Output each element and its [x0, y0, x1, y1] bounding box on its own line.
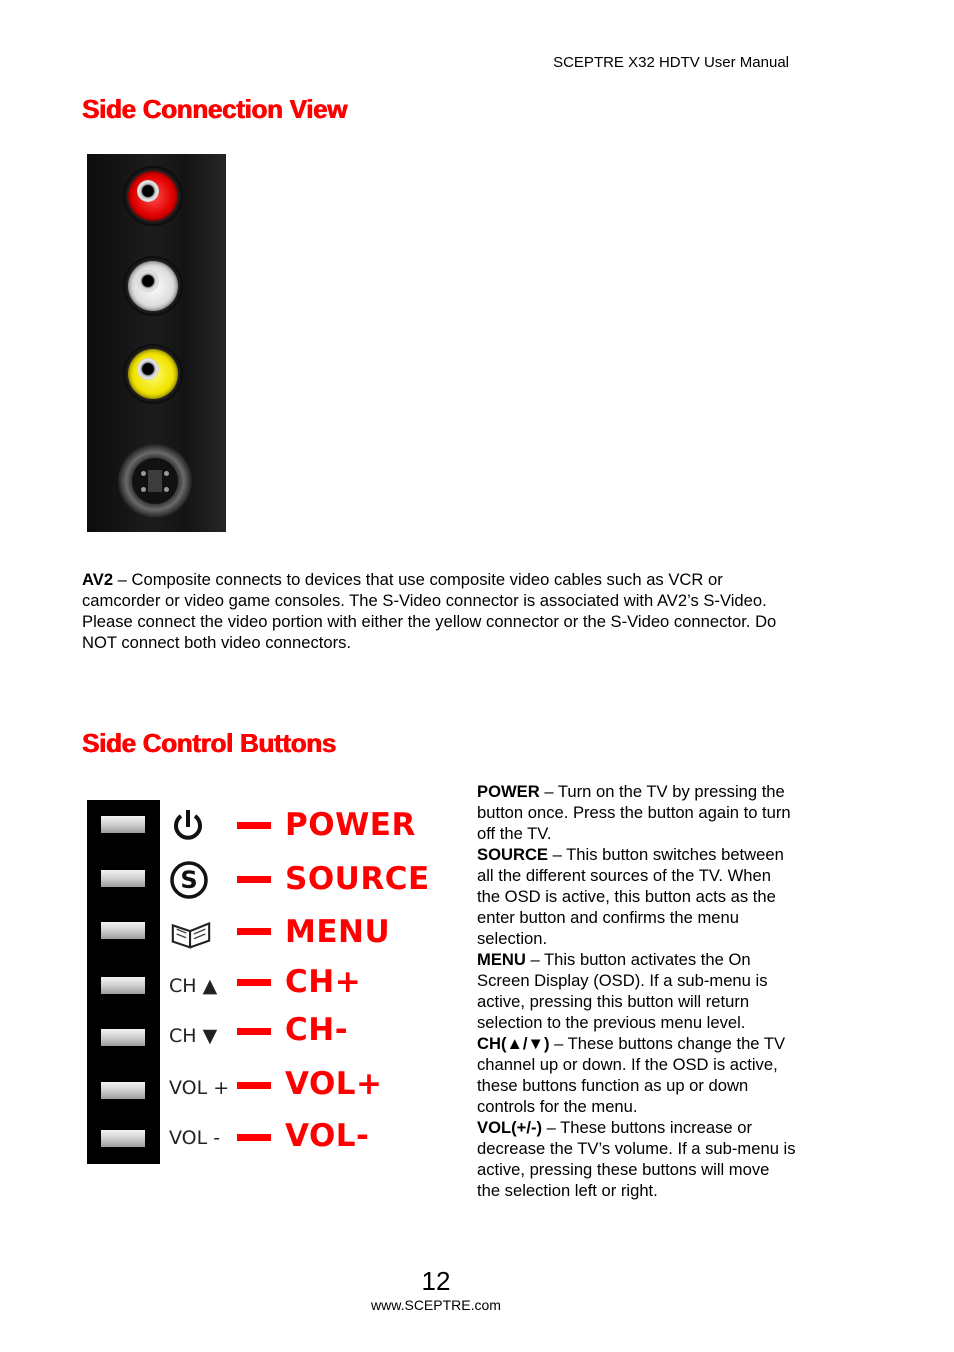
vol-up-key	[101, 1082, 145, 1099]
channel-up-icon: CH ▲	[169, 975, 218, 997]
av2-text: – Composite connects to devices that use composite video cables such as VCR or camcorder or video game consoles. The S-Video connector is associated with AV2’s S-Video. Please connect the video portion with either the yellow connector or the S-Video connector. Do NOT connect both video connectors.	[82, 570, 777, 652]
menu-key	[101, 922, 145, 939]
ch-minus-label: CH-	[285, 1012, 349, 1048]
power-icon	[169, 806, 213, 846]
s-video-jack	[118, 444, 192, 518]
av2-term: AV2	[82, 570, 114, 589]
footer-url: www.SCEPTRE.com	[371, 1297, 501, 1313]
button-strip	[87, 800, 160, 1164]
av2-description	[82, 569, 802, 653]
source-key	[101, 870, 145, 887]
source-dash	[237, 876, 271, 883]
ch-down-key	[101, 1029, 145, 1046]
red-rca-jack	[123, 166, 183, 226]
menu-book-icon	[169, 913, 213, 953]
ch-down-dash	[237, 1028, 271, 1035]
vol-plus-label: VOL+	[285, 1066, 383, 1102]
vol-up-dash	[237, 1082, 271, 1089]
running-header: SCEPTRE X32 HDTV User Manual	[553, 54, 789, 71]
side-control-buttons-image	[87, 800, 430, 1164]
power-key	[101, 816, 145, 833]
source-description: SOURCE – This button switches between all the different sources of the TV. When the OSD is active, this button acts as the enter button and confirms the menu selection.	[477, 845, 784, 948]
section-title-side-connection-view: Side Connection View	[82, 94, 348, 124]
vol-minus-label: VOL-	[285, 1118, 370, 1154]
vol-down-key	[101, 1130, 145, 1147]
power-label: POWER	[285, 807, 416, 843]
svg-text:S: S	[180, 866, 198, 894]
volume-up-icon: VOL +	[169, 1077, 230, 1099]
white-rca-jack	[123, 256, 183, 316]
power-description: POWER – Turn on the TV by pressing the button once. Press the button again to turn off the TV.	[477, 782, 791, 843]
side-connector-photo	[87, 154, 226, 532]
menu-dash	[237, 928, 271, 935]
yellow-rca-jack	[123, 344, 183, 404]
power-dash	[237, 822, 271, 829]
control-descriptions	[477, 781, 797, 1201]
source-icon	[169, 860, 213, 900]
section-title-side-control-buttons: Side Control Buttons	[82, 728, 336, 758]
channel-description: CH(▲/▼) – These buttons change the TV channel up or down. If the OSD is active, these buttons function as up or down controls for the menu.	[477, 1034, 786, 1116]
source-label: SOURCE	[285, 861, 430, 897]
menu-label: MENU	[285, 914, 391, 950]
vol-down-dash	[237, 1134, 271, 1141]
ch-plus-label: CH+	[285, 964, 362, 1000]
volume-description: VOL(+/-) – These buttons increase or decrease the TV’s volume. If a sub-menu is active, pressing these buttons will move the selection left or right.	[477, 1118, 796, 1200]
menu-description: MENU – This button activates the On Screen Display (OSD). If a sub-menu is active, pressing this button will return selection to the previous menu level.	[477, 950, 768, 1032]
ch-up-dash	[237, 979, 271, 986]
ch-up-key	[101, 977, 145, 994]
volume-down-icon: VOL -	[169, 1127, 221, 1149]
channel-down-icon: CH ▼	[169, 1025, 218, 1047]
page-number: 12	[421, 1266, 451, 1296]
